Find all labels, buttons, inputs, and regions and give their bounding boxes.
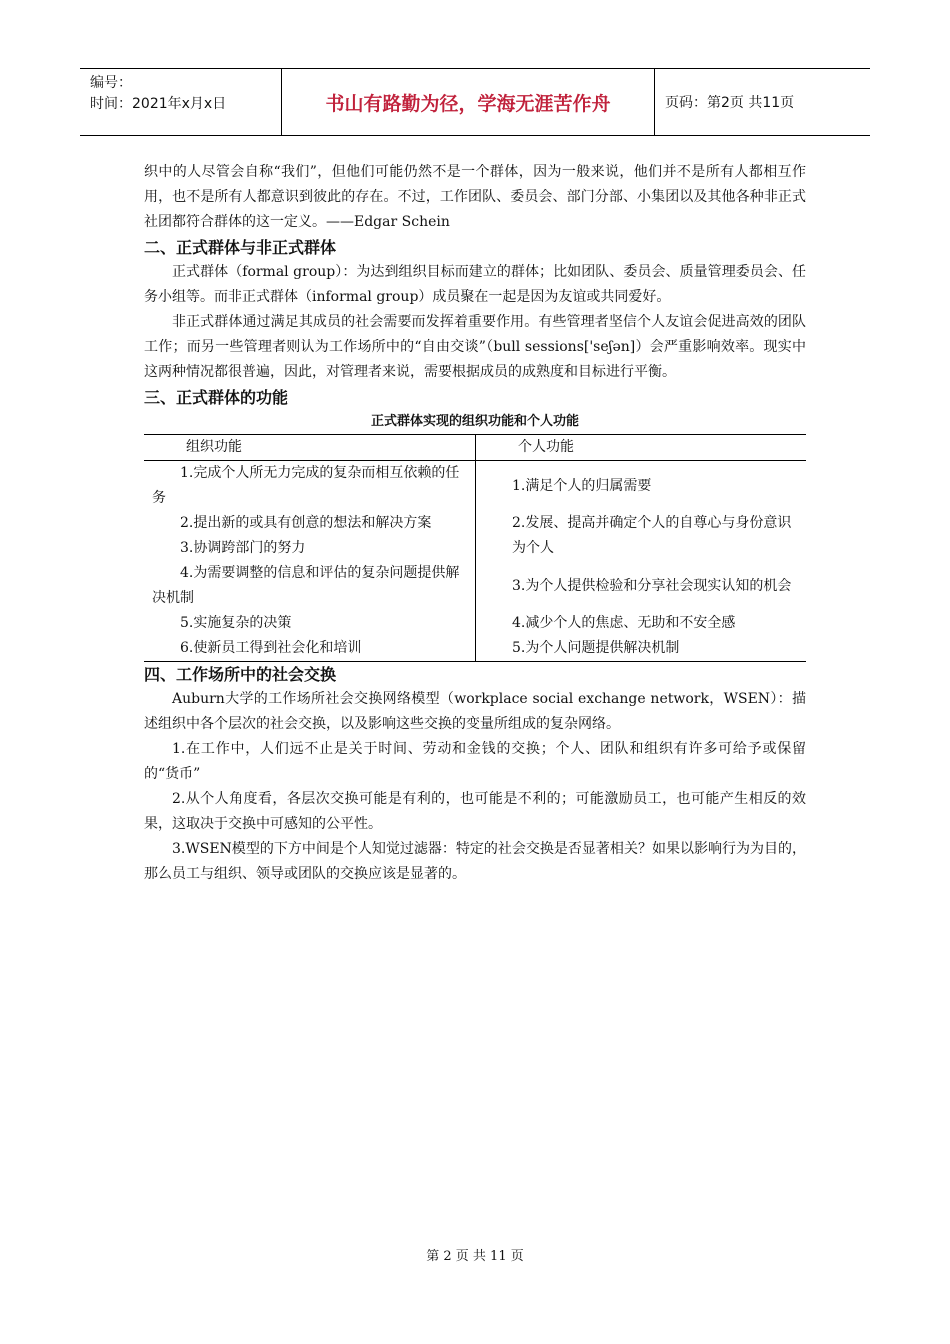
intro-paragraph: 织中的人尽管会自称“我们”，但他们可能仍然不是一个群体，因为一般来说，他们并不是所有人都相互作用，也不是所有人都意识到彼此的存在。不过，工作团队、委员会、部门分部、小集团以及其他各种非正式社团都符合群体的这一定义。——Edgar Schein	[144, 164, 806, 230]
functions-table	[144, 434, 806, 662]
section-2-paragraph-1: 正式群体（formal group）：为达到组织目标而建立的群体；比如团队、委员会、质量管理委员会、任务小组等。而非正式群体（informal group）成员聚在一起是因为友谊或共同爱好。	[144, 264, 806, 305]
table-header-row	[144, 435, 806, 461]
table-row	[144, 461, 806, 512]
table-cell-org: 5.实施复杂的决策	[180, 615, 292, 631]
doc-time-label: 时间：2021年x月x日	[90, 96, 227, 112]
header-motto: 书山有路勤为径，学海无涯苦作舟	[282, 69, 655, 135]
table-cell-org: 4.为需要调整的信息和评估的复杂问题提供解决机制	[152, 565, 460, 606]
section-4-paragraph-4: 3.WSEN模型的下方中间是个人知觉过滤器：特定的社会交换是否显著相关？如果以影响行为为目的，那么员工与组织、领导或团队的交换应该是显著的。	[144, 841, 806, 882]
page-header	[80, 68, 870, 136]
table-row	[144, 636, 806, 662]
table-cell-personal: 3.为个人提供检验和分享社会现实认知的机会	[476, 561, 807, 611]
table-cell-org: 1.完成个人所无力完成的复杂而相互依赖的任务	[152, 465, 460, 506]
section-4-paragraph-1: Auburn大学的工作场所社会交换网络模型（workplace social exchange network，WSEN）：描述组织中各个层次的社会交换，以及影响这些交换的变量所组成的复杂网络。	[144, 691, 806, 732]
table-row	[144, 611, 806, 636]
header-page-label: 页码：第2页 共11页	[665, 95, 795, 111]
table-header-personal: 个人功能	[476, 435, 807, 461]
table-cell-org: 6.使新员工得到社会化和培训	[144, 636, 476, 662]
section-4-paragraph-3: 2.从个人角度看，各层次交换可能是有利的，也可能是不利的；可能激励员工，也可能产生相反的效果，这取决于交换中可感知的公平性。	[144, 791, 806, 832]
table-cell-personal: 2.发展、提高并确定个人的自尊心与身份意识	[476, 511, 807, 536]
section-4-paragraph-2: 1.在工作中，人们远不止是关于时间、劳动和金钱的交换；个人、团队和组织有许多可给予或保留的“货币”	[144, 741, 806, 782]
doc-number-label: 编号：	[90, 75, 132, 91]
section-2-title: 二、正式群体与非正式群体	[144, 238, 337, 257]
section-3-title: 三、正式群体的功能	[144, 388, 289, 407]
header-meta	[80, 69, 282, 135]
table-caption: 正式群体实现的组织功能和个人功能	[370, 414, 579, 429]
table-row	[144, 511, 806, 536]
table-cell-personal: 1.满足个人的归属需要	[476, 461, 807, 512]
page-footer: 第 2 页 共 11 页	[426, 1249, 524, 1264]
table-row	[144, 536, 806, 561]
table-row	[144, 561, 806, 611]
table-cell-personal: 5.为个人问题提供解决机制	[476, 636, 807, 662]
document-body	[144, 160, 806, 887]
section-2-paragraph-2: 非正式群体通过满足其成员的社会需要而发挥着重要作用。有些管理者坚信个人友谊会促进高效的团队工作；而另一些管理者则认为工作场所中的“自由交谈”（bull sessions['seʃən]）会严重影响效率。现实中这两种情况都很普遍，因此，对管理者来说，需要根据成员的成熟度和目标进行平衡。	[144, 314, 806, 380]
table-cell-org: 3.协调跨部门的努力	[180, 540, 306, 556]
table-cell-org: 2.提出新的或具有创意的想法和解决方案	[180, 515, 432, 531]
section-4-title: 四、工作场所中的社会交换	[144, 665, 337, 684]
table-cell-personal: 4.减少个人的焦虑、无助和不安全感	[476, 611, 807, 636]
table-cell-personal: 为个人	[476, 536, 807, 561]
table-header-org: 组织功能	[144, 435, 476, 461]
